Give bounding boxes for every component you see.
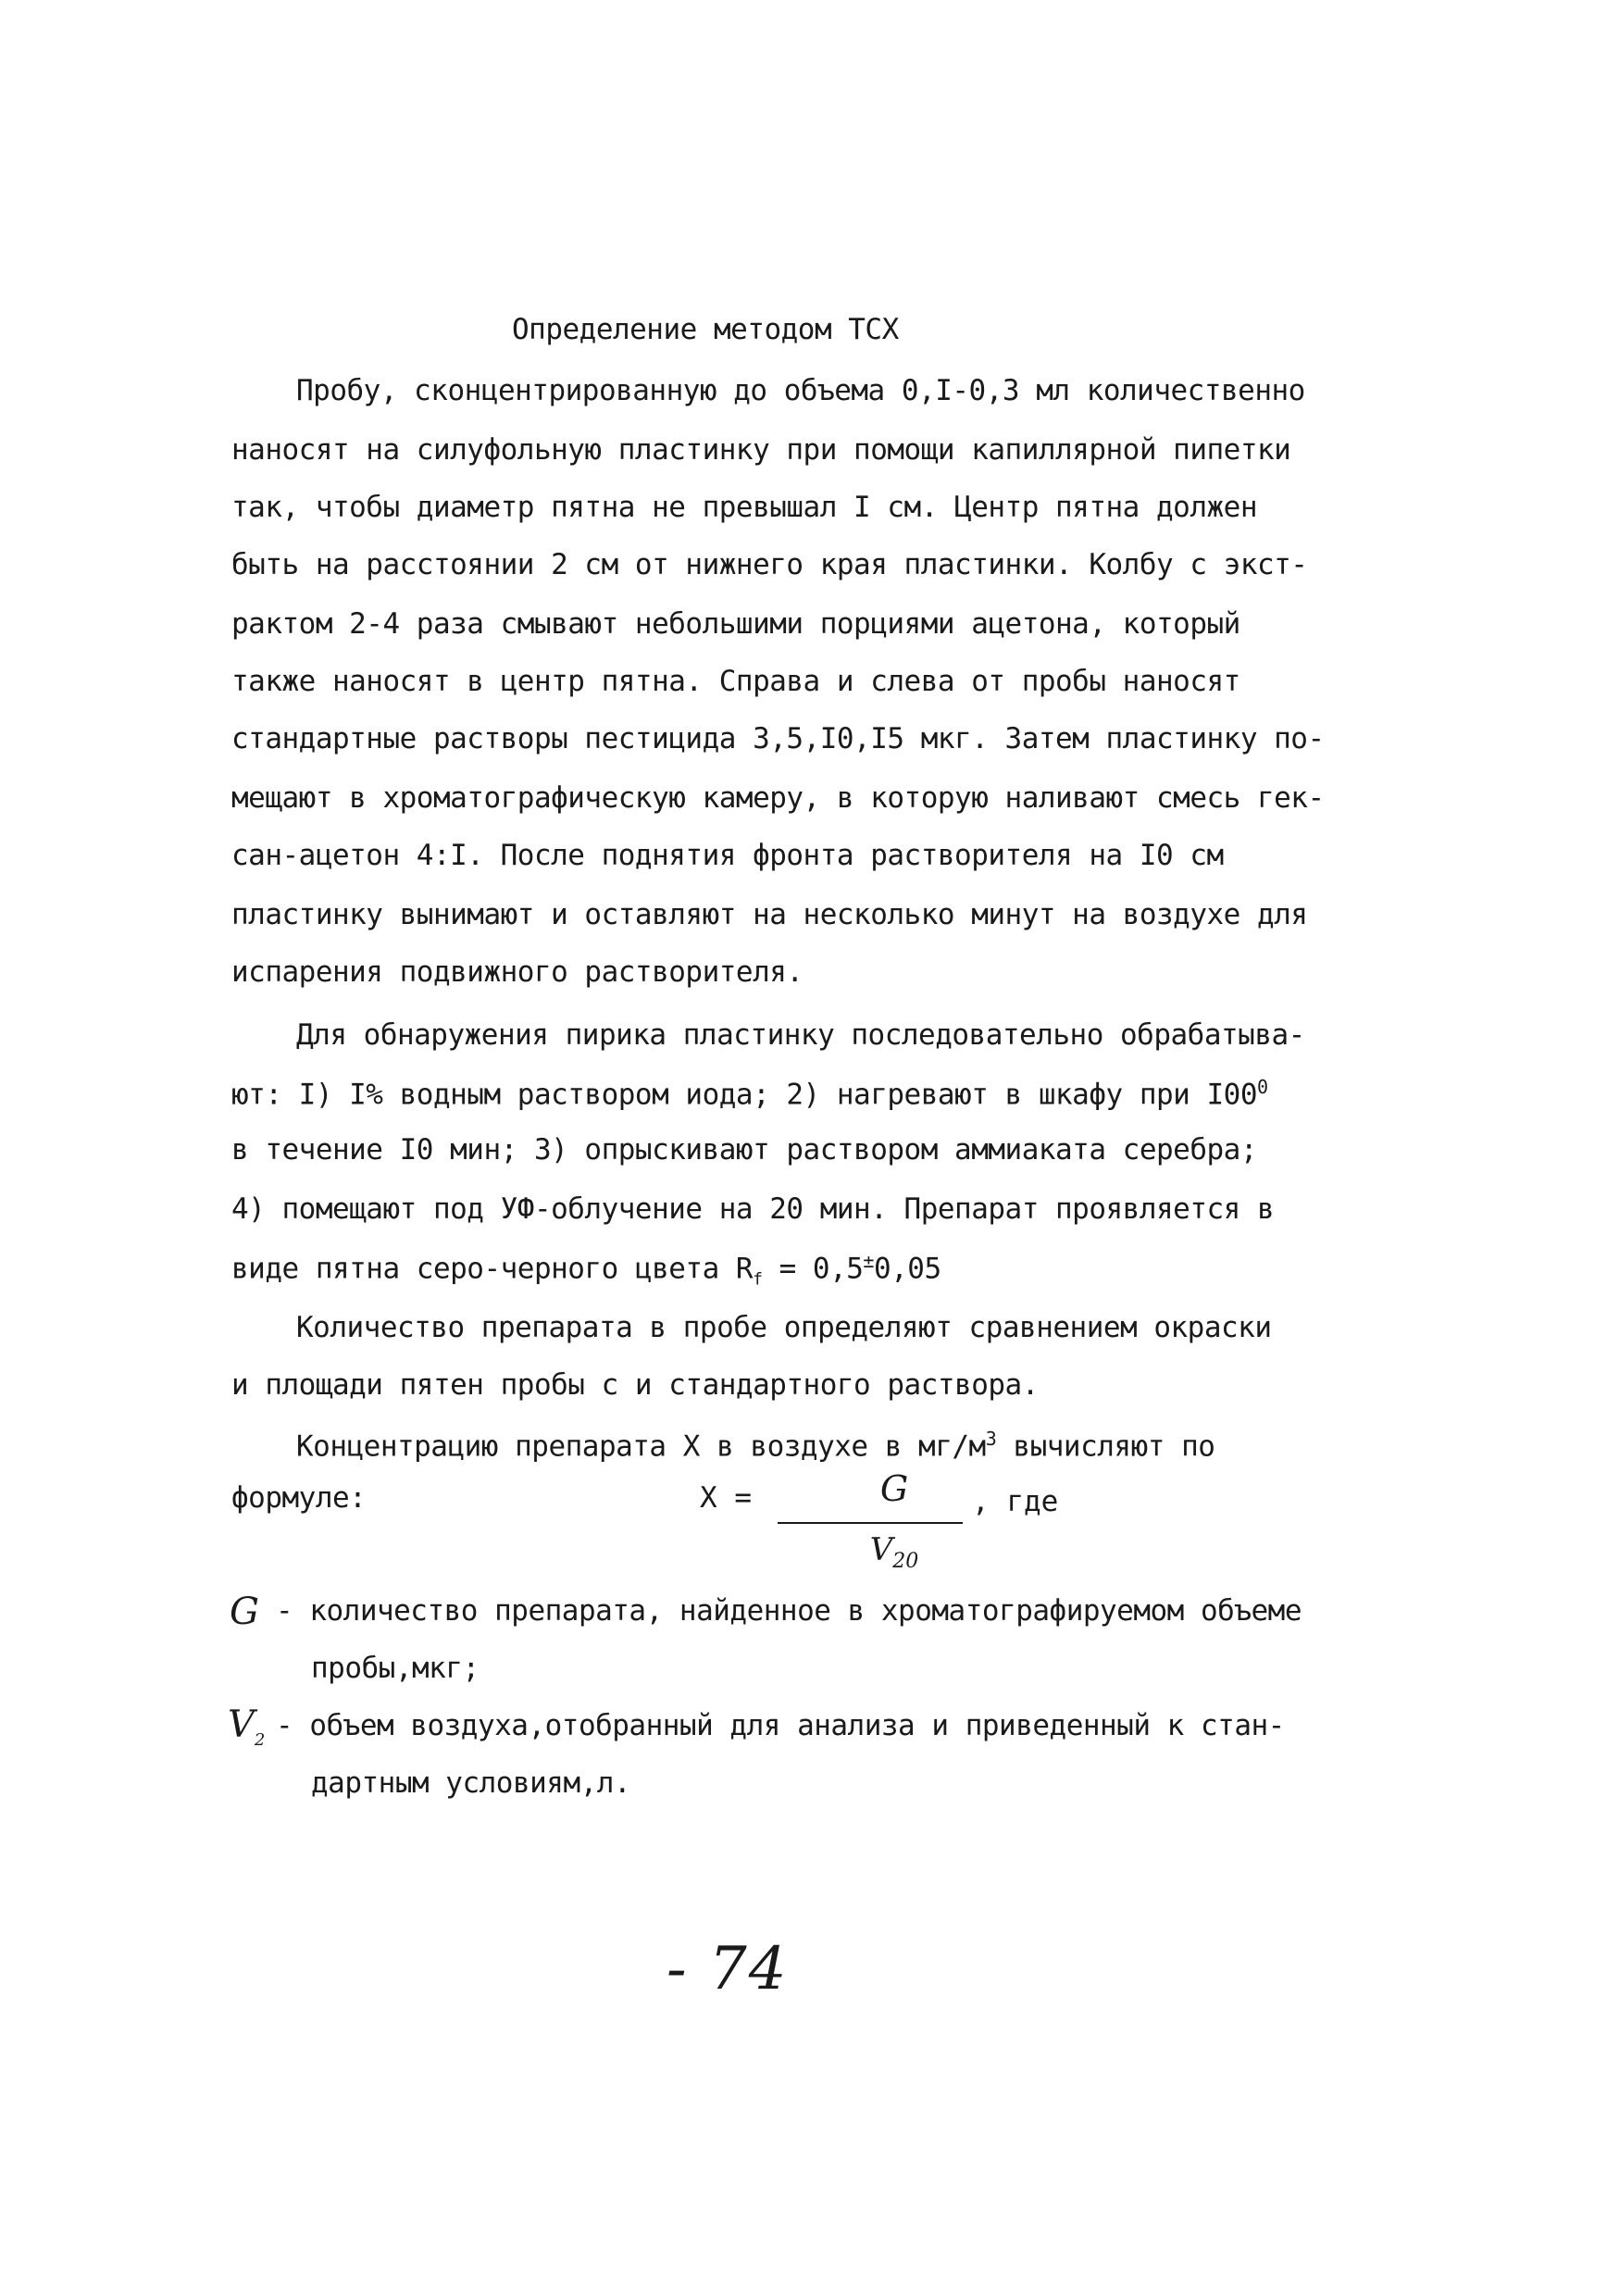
paragraph-line: так, чтобы диаметр пятна не превышал I см. Центр пятна должен (231, 491, 1257, 524)
definition-symbol (228, 1703, 265, 1750)
concentration-formula (700, 1468, 1089, 1591)
definition-symbol-letter: G (230, 1591, 259, 1633)
formula-lhs: X = (700, 1481, 752, 1515)
plus-minus-sign: ± (863, 1250, 874, 1272)
paragraph-line: Пробу, сконцентрированную до объема 0,I-0,3 мл количественно (296, 374, 1305, 407)
paragraph-line: сан-ацетон 4:I. После поднятия фронта растворителя на I0 см (231, 839, 1224, 872)
definition-line: дартным условиям,л. (311, 1766, 631, 1800)
definition-symbol-subscript: 2 (254, 1730, 266, 1750)
paragraph-line: стандартные растворы пестицида 3,5,I0,I5 мкг. Затем пластинку по- (231, 722, 1325, 755)
denominator-subscript: 20 (892, 1549, 919, 1573)
paragraph-line: и площади пятен пробы с и стандартного раствора. (231, 1368, 1039, 1402)
formula-denominator (820, 1531, 968, 1573)
paragraph-line: наносят на силуфольную пластинку при помощи капиллярной пипетки (231, 433, 1291, 467)
formula-numerator: G (879, 1468, 909, 1509)
rf-value: = 0,5 (779, 1252, 864, 1286)
paragraph-line: Количество препарата в пробе определяют сравнением окраски (296, 1311, 1272, 1344)
degree-mark: 0 (1256, 1076, 1268, 1098)
definition-symbol (230, 1591, 259, 1633)
paragraph-line: 4) помещают под УФ-облучение на 20 мин. Препарат проявляется в (231, 1192, 1275, 1226)
paragraph-text: ют: I) I% водным раствором иода; 2) нагревают в шкафу при I00 (231, 1078, 1257, 1112)
paragraph-line: испарения подвижного растворителя. (231, 955, 804, 989)
denominator-symbol: V (869, 1531, 893, 1568)
paragraph-line: также наносят в центр пятна. Справа и слева от пробы наносят (231, 665, 1240, 698)
page-number: - 74 (666, 1935, 789, 2003)
paragraph-text: виде пятна серо-черного цвета R (231, 1252, 754, 1286)
definition-symbol-letter: V (228, 1703, 255, 1746)
formula-label: формуле: (231, 1481, 367, 1515)
definition-line: - количество препарата, найденное в хроматографируемом объеме (276, 1594, 1302, 1628)
paragraph-line (296, 1428, 1215, 1463)
definition-line: - объем воздуха,отобранный для анализа и приведенный к стан- (276, 1709, 1285, 1742)
paragraph-line (231, 1250, 941, 1290)
paragraph-line: мещают в хроматографическую камеру, в которую наливают смесь гек- (231, 781, 1325, 815)
section-title: Определение методом ТСХ (512, 313, 899, 346)
paragraph-line: пластинку вынимают и оставляют на несколько минут на воздухе для (231, 898, 1308, 931)
paragraph-text: вычисляют по (996, 1429, 1215, 1464)
rf-tolerance: 0,05 (873, 1252, 941, 1286)
paragraph-line: Для обнаружения пирика пластинку последовательно обрабатыва- (296, 1018, 1305, 1052)
definition-line: пробы,мкг; (311, 1652, 480, 1685)
formula-tail: , где (972, 1485, 1059, 1518)
paragraph-text: Концентрацию препарата X в воздухе в мг/м (296, 1429, 986, 1464)
paragraph-line (231, 1076, 1268, 1111)
paragraph-line: в течение I0 мин; 3) опрыскивают раствором аммиаката серебра; (231, 1133, 1257, 1167)
rf-subscript: f (753, 1269, 763, 1290)
paragraph-line: быть на расстоянии 2 см от нижнего края пластинки. Колбу с экст- (231, 548, 1308, 581)
cubic-superscript: 3 (985, 1428, 997, 1450)
paragraph-line: рактом 2-4 раза смывают небольшими порциями ацетона, который (231, 607, 1240, 641)
fraction-bar (778, 1522, 963, 1524)
